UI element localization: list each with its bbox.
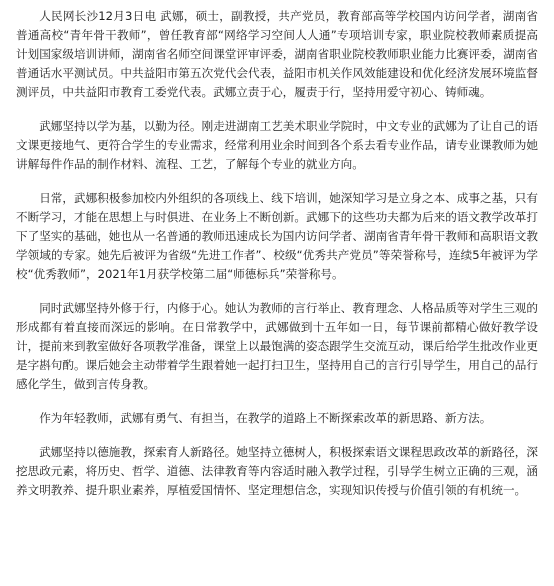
paragraph-intro: 人民网长沙12月3日电 武娜，硕士，副教授，共产党员，教育部高等学校国内访问学者，湖南省普通高校“青年骨干教师”，曾任教育部“网络学习空间人人通”专项培训专家，职业院校教师素质提高计划国家级培训讲师，湖南省名师空间课堂评审评委，湖南省职业院校教师职业能力比赛评委，湖南省普通话水平测试员。中共益阳市第五次党代会代表，益阳市机关作风效能建设和优化经济发展环境监督测评员，中共益阳市教育工委党代表。武娜立责于心，履责于行，坚持用爱守初心、铸师魂。 xyxy=(16,9,538,99)
paragraph-conduct: 同时武娜坚持外修于行，内修于心。她认为教师的言行举止、教育理念、人格品质等对学生三观的形成都有着直接而深远的影响。在日常教学中，武娜做到十五年如一日，每节课前都精心做好教学设计，提前来到教室做好各项教学准备，课堂上以最饱满的姿态跟学生交流互动，课后给学生批改作业更是字斟句酌。课后她会主动带着学生跟着她一起打扫卫生，坚持用自己的言行引导学生，用自己的品行感化学生，做到言传身教。 xyxy=(16,301,538,391)
paragraph-training: 日常，武娜积极参加校内外组织的各项线上、线下培训，她深知学习是立身之本、成事之基，只有不断学习，才能在思想上与时俱进、在业务上不断创新。武娜下的这些功夫都为后来的语文教学改革打下了坚实的基础，她也从一名普通的教师迅速成长为国内访问学者、湖南省青年骨干教师和高职语文教学领域的专家。她先后被评为省级“先进工作者”、校级“优秀共产党员”等荣誉称号，连续5年被评为学校“优秀教师”，2021年1月获学校第二届“师德标兵”荣誉称号。 xyxy=(16,191,538,281)
paragraph-courage: 作为年轻教师，武娜有勇气、有担当，在教学的道路上不断探索改革的新思路、新方法。 xyxy=(39,411,492,425)
paragraph-study: 武娜坚持以学为基，以勤为径。刚走进湖南工艺美术职业学院时，中文专业的武娜为了让自己的语文课更接地气、更符合学生的专业需求，经常利用业余时间到各个系去看专业作品，请专业课教师为她讲解每件作品的制作材料、流程、工艺，了解每个专业的就业方向。 xyxy=(16,119,538,171)
paragraph-ethics: 武娜坚持以德施教，探索育人新路径。她坚持立德树人，积极探索语文课程思政改革的新路径，深挖思政元素，将历史、哲学、道德、法律教育等内容适时融入教学过程，引导学生树立正确的三观，涵养文明教养、提升职业素养，厚植爱国情怀、坚定理想信念，实现知识传授与价值引领的有机统一。 xyxy=(16,445,538,497)
